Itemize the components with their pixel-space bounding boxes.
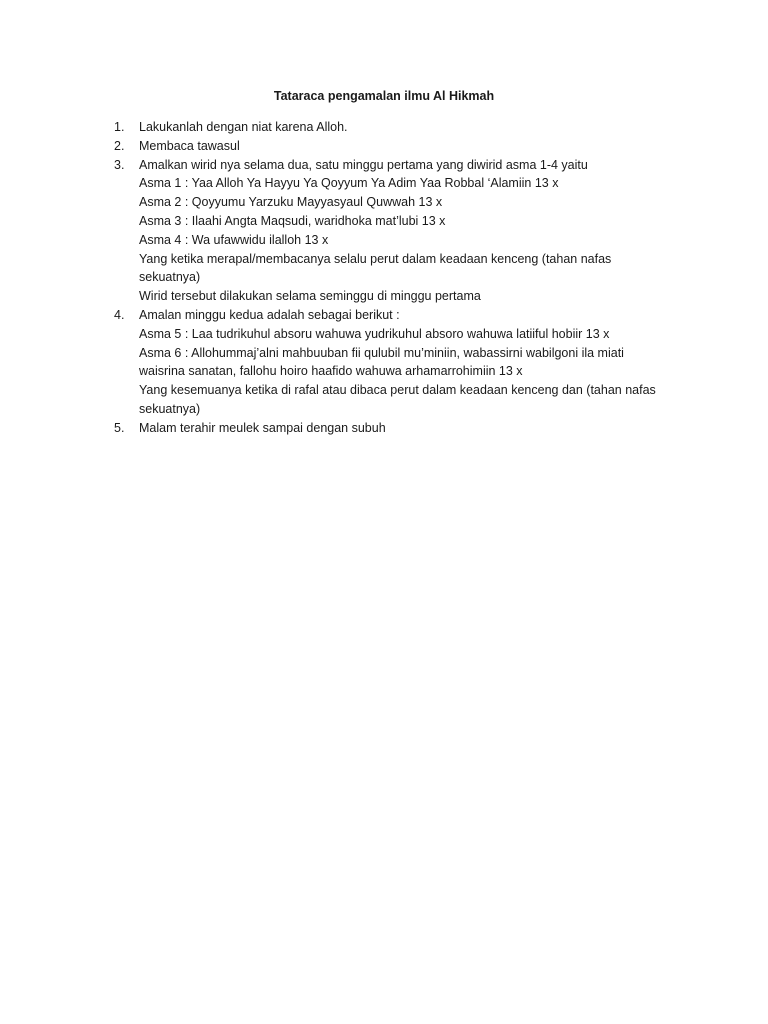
list-number: 4. — [114, 307, 125, 322]
asma-line: Asma 4 : Wa ufawwidu ilalloh 13 x — [139, 232, 329, 247]
instruction-list — [112, 118, 682, 438]
list-item-5 — [112, 419, 682, 438]
asma-line: Asma 1 : Yaa Alloh Ya Hayyu Ya Qoyyum Ya Adim Yaa Robbal ‘Alamiin 13 x — [139, 176, 559, 191]
list-line: Amalkan wirid nya selama dua, satu minggu pertama yang diwirid asma 1-4 yaitu — [139, 157, 588, 172]
list-number: 2. — [114, 138, 125, 153]
list-line: sekuatnya) — [139, 270, 201, 285]
list-item-1 — [112, 118, 682, 137]
list-line: Amalan minggu kedua adalah sebagai berikut : — [139, 307, 400, 322]
list-line: Malam terahir meulek sampai dengan subuh — [139, 420, 386, 435]
list-item-2 — [112, 137, 682, 156]
list-number: 1. — [114, 120, 125, 134]
list-item-4 — [112, 306, 682, 419]
asma-line: Asma 6 : Allohummaj’alni mahbuuban fii qulubil mu’miniin, wabassirni wabilgoni ila miati — [139, 345, 624, 360]
list-item-3 — [112, 156, 682, 306]
list-line: sekuatnya) — [139, 401, 201, 416]
list-number: 5. — [114, 420, 125, 435]
list-line: Lakukanlah dengan niat karena Alloh. — [139, 120, 348, 134]
document-title: Tataraca pengamalan ilmu Al Hikmah — [273, 89, 495, 103]
asma-line: Asma 2 : Qoyyumu Yarzuku Mayyasyaul Quwwah 13 x — [139, 195, 443, 210]
list-line: Wirid tersebut dilakukan selama seminggu di minggu pertama — [139, 289, 481, 304]
list-number: 3. — [114, 157, 125, 172]
list-line: Membaca tawasul — [139, 138, 240, 153]
asma-line: Asma 5 : Laa tudrikuhul absoru wahuwa yudrikuhul absoro wahuwa latiiful hobiir 13 x — [139, 326, 610, 341]
asma-line: waisrina sanatan, fallohu hoiro haafido wahuwa arhamarrohimiin 13 x — [139, 364, 523, 379]
list-line: Yang kesemuanya ketika di rafal atau dibaca perut dalam keadaan kenceng dan (tahan nafas — [139, 383, 656, 398]
list-line: Yang ketika merapal/membacanya selalu perut dalam keadaan kenceng (tahan nafas — [139, 251, 612, 266]
asma-line: Asma 3 : Ilaahi Angta Maqsudi, waridhoka mat’lubi 13 x — [139, 213, 446, 228]
